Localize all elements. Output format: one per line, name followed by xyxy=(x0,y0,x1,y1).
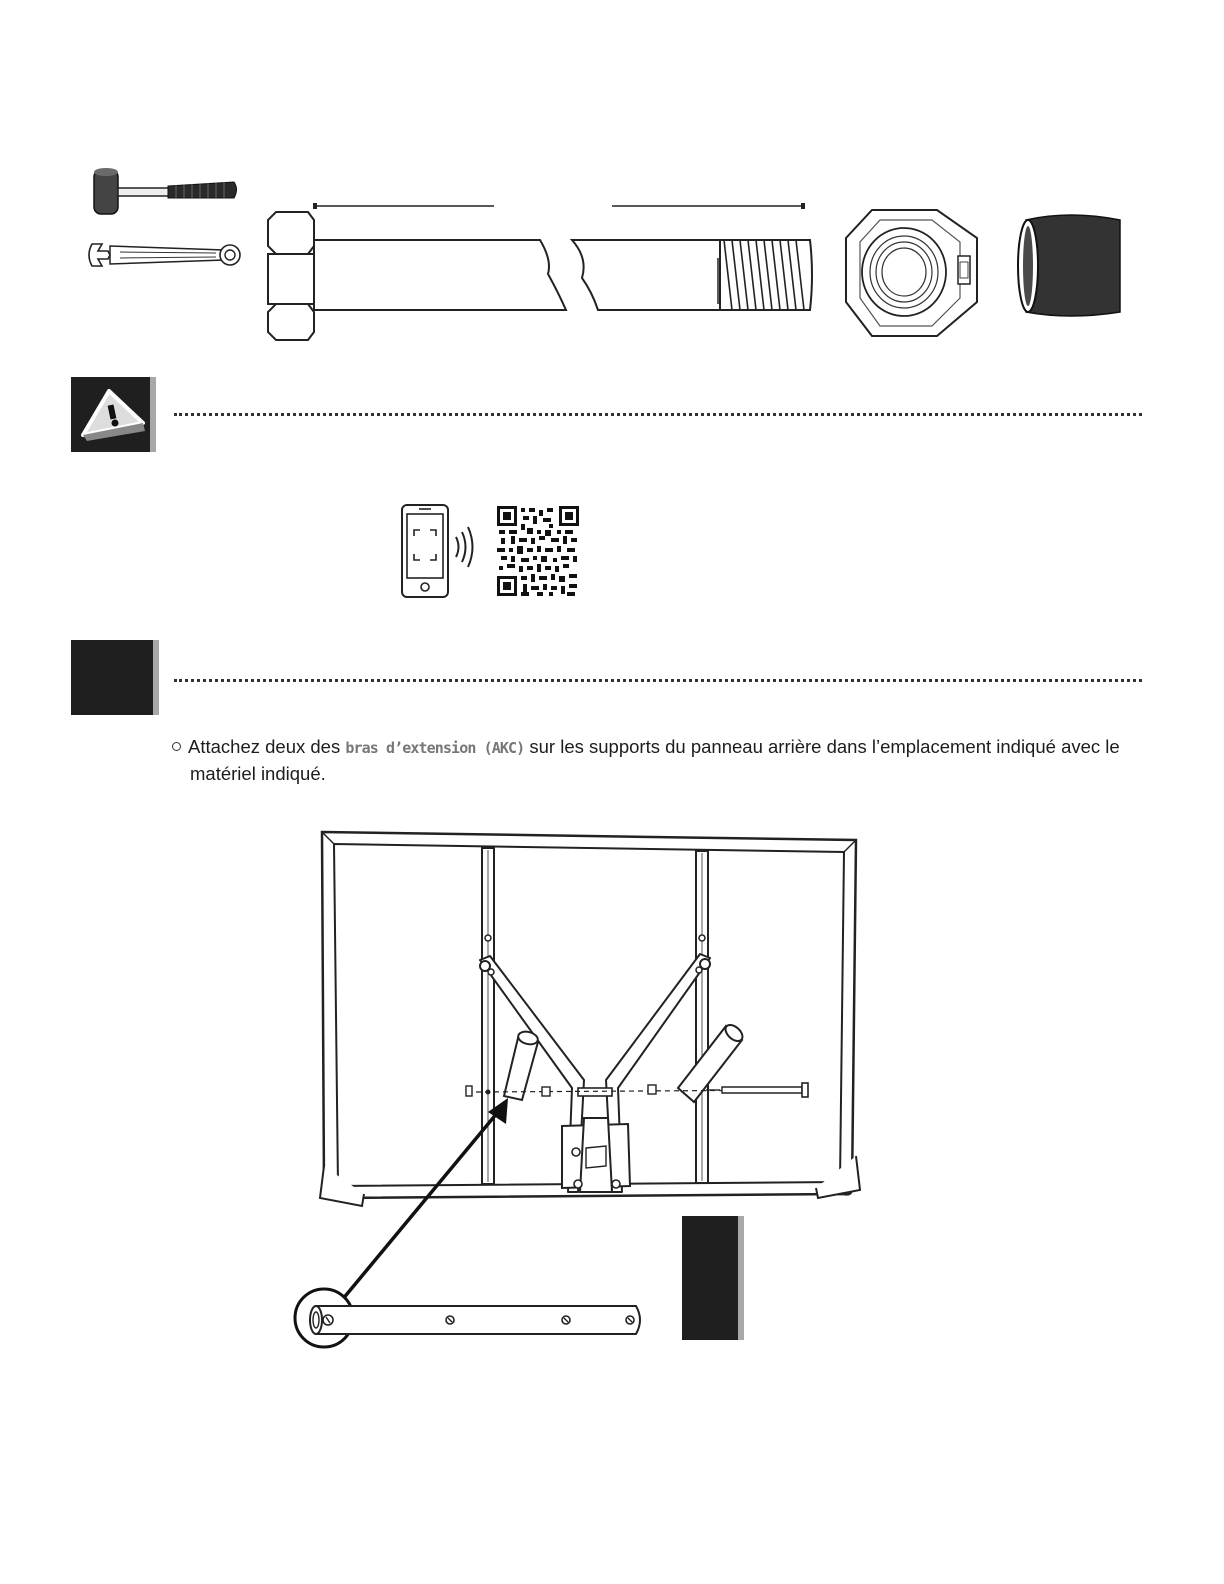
extension-arm-detail-icon xyxy=(292,1286,648,1352)
spacer-icon xyxy=(1014,210,1126,320)
combination-wrench-icon xyxy=(84,236,246,276)
step-divider xyxy=(174,679,1142,682)
instruction-text xyxy=(172,734,1132,786)
extension-arm-part-label: bras d’extension (AKC) xyxy=(345,739,525,757)
part-label-box xyxy=(682,1216,744,1340)
instruction-text-after: sur les supports du panneau arrière dans l’emplacement indiqué avec le xyxy=(524,736,1120,757)
step-number-box xyxy=(71,640,159,715)
instruction-text-line2: matériel indiqué. xyxy=(190,763,326,784)
instruction-text-before: Attachez deux des xyxy=(188,736,346,757)
pointer-arrow-icon xyxy=(330,1080,530,1310)
smartphone-scan-icon xyxy=(398,502,482,600)
qr-code-icon xyxy=(497,506,579,596)
hex-bolt-icon xyxy=(262,200,822,345)
open-circle-bullet-icon xyxy=(172,742,181,751)
warning-divider xyxy=(174,413,1142,416)
lock-nut-icon xyxy=(842,202,982,342)
warning-banner xyxy=(71,377,156,452)
warning-triangle-icon xyxy=(75,383,149,445)
